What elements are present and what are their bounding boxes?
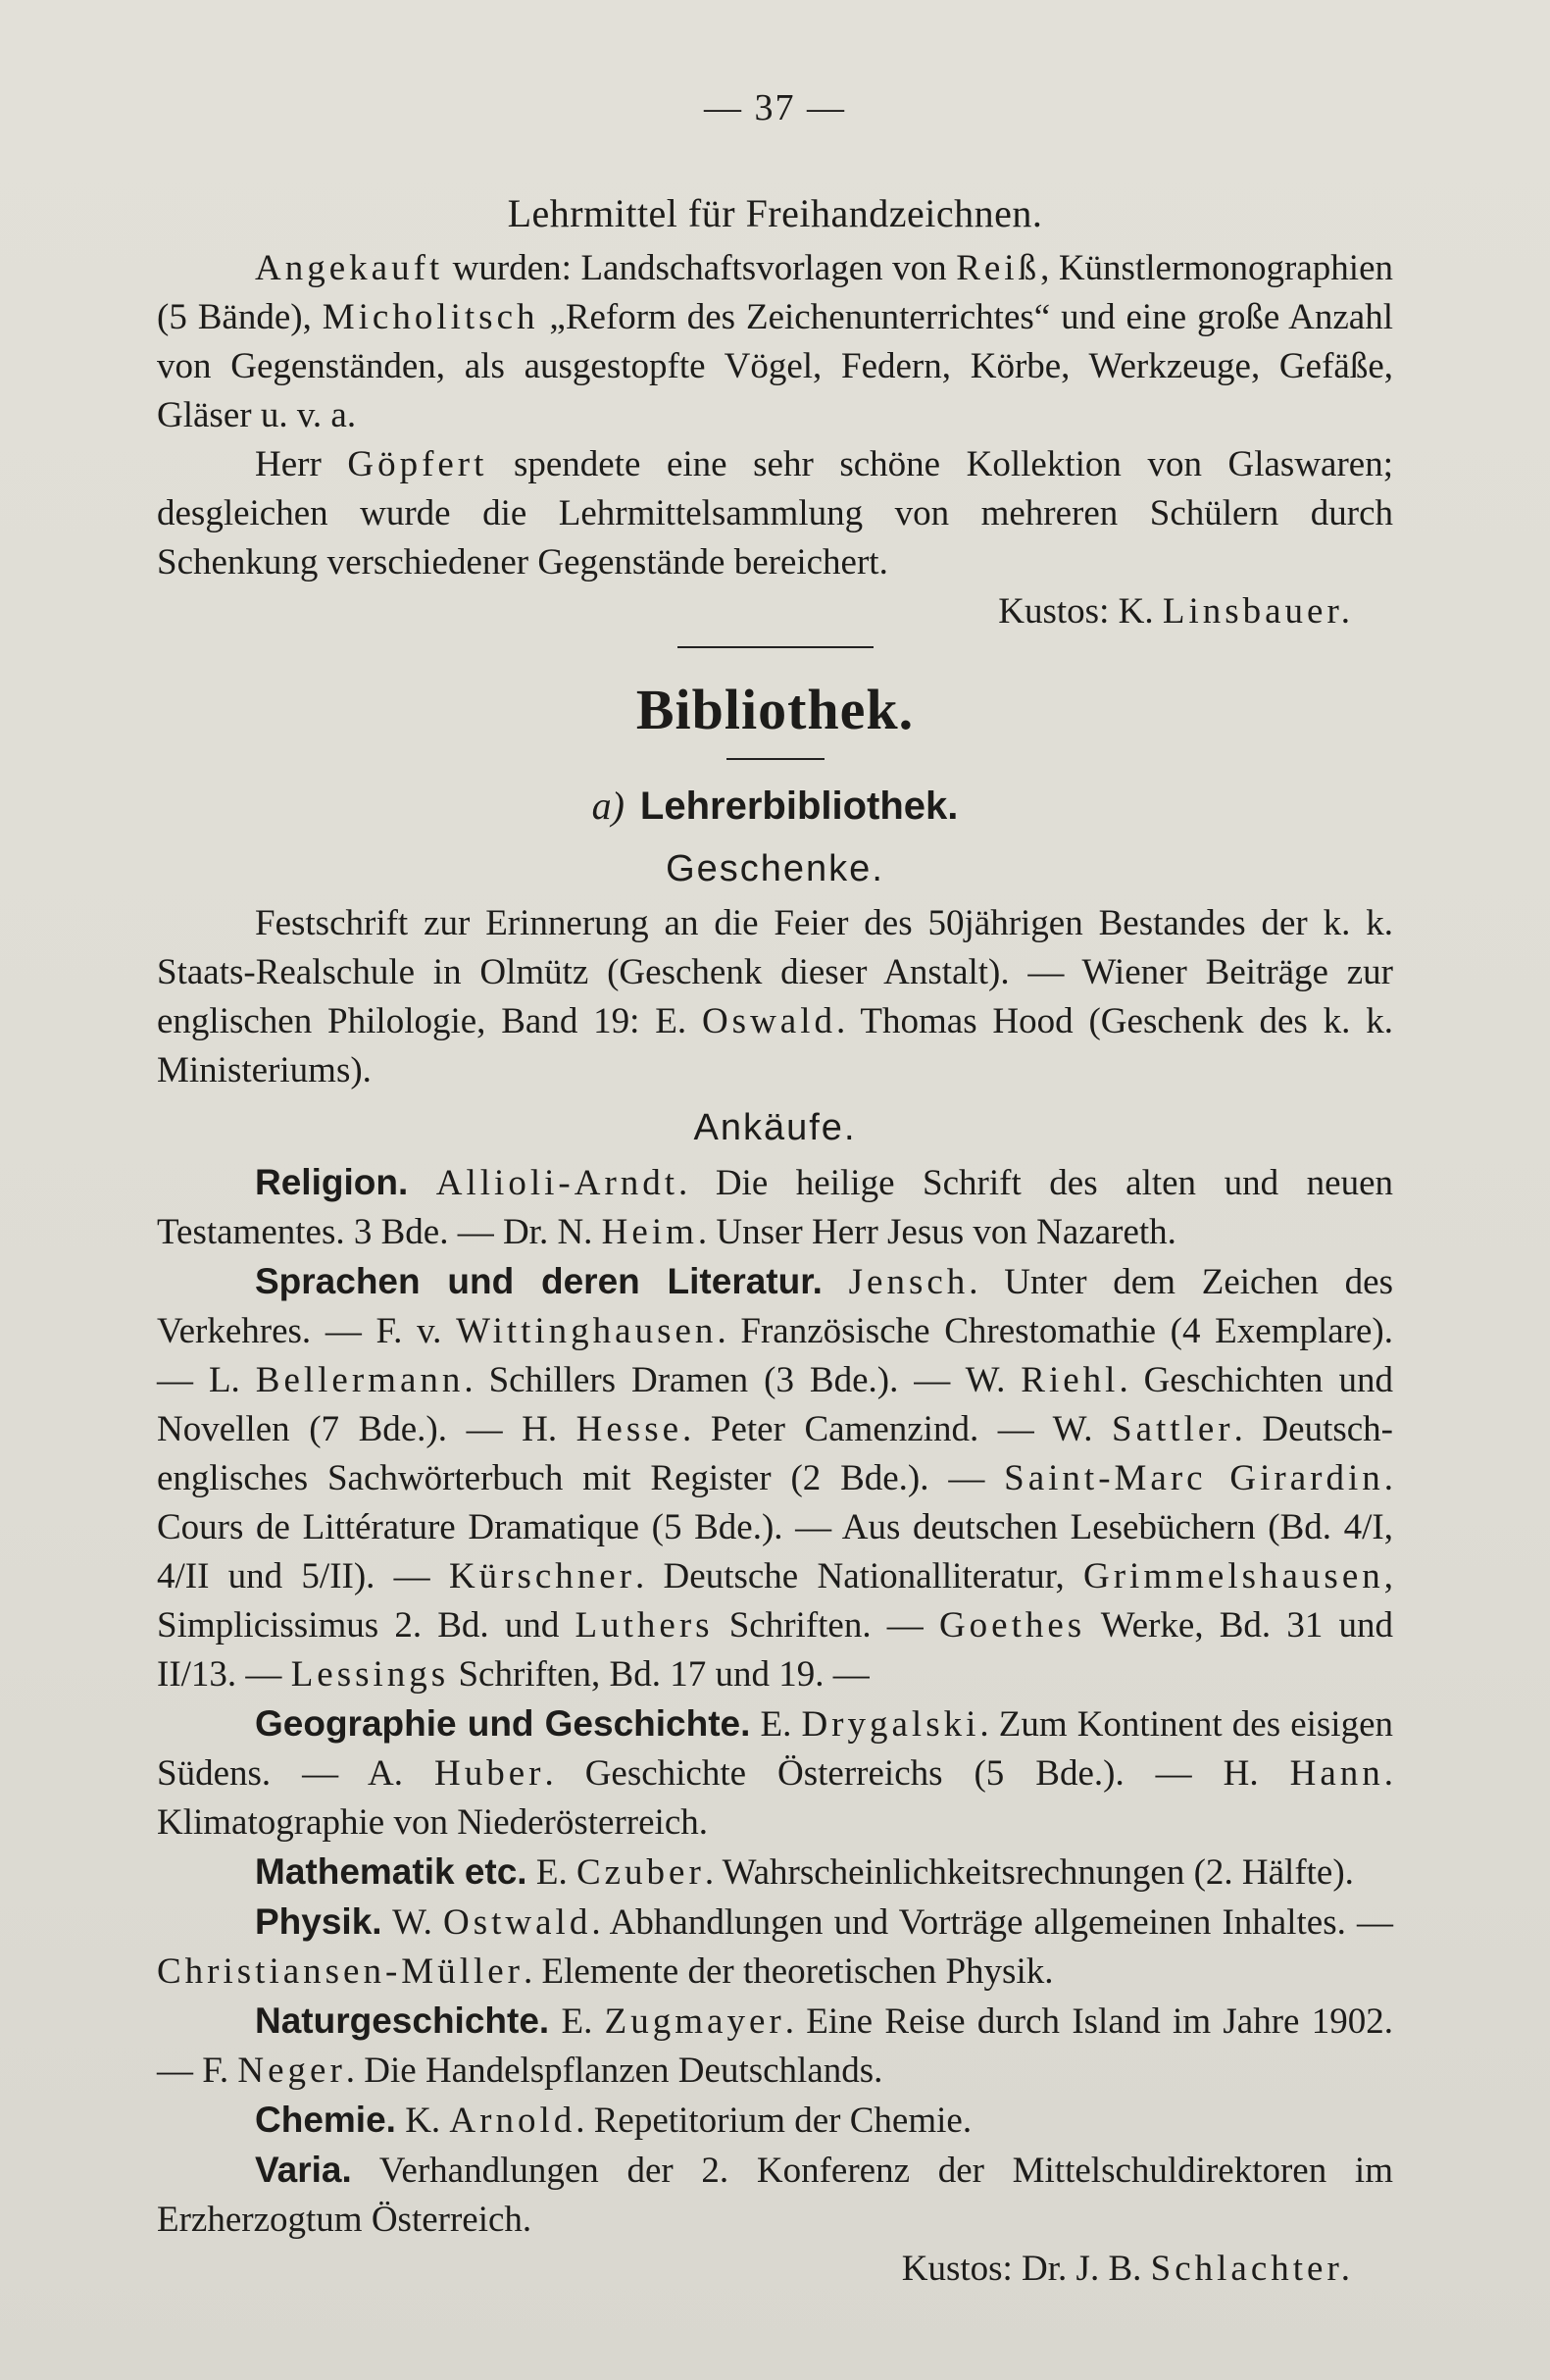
category-heading: Varia. bbox=[255, 2150, 352, 2190]
entry-religion: Religion. Allioli-Arndt. Die heilige Schrift des alten und neuen Testamentes. 3 Bde. — Dr. N. Heim. Unser Herr Jesus von Nazareth. bbox=[157, 1162, 1393, 1252]
spaced-word: Angekauft bbox=[255, 248, 444, 288]
kustos-signature-bibliothek: Kustos: Dr. J. B. Schlachter. bbox=[901, 2249, 1354, 2289]
paragraph-spende: Herr Göpfert spendete eine sehr schöne Kollektion von Glaswaren; desgleichen wurde die Lehrmittelsammlung von mehreren Schülern durch Schenkung verschiedener Gegenstände bereichert. bbox=[157, 444, 1393, 582]
author-name: Jensch bbox=[848, 1262, 970, 1302]
subsection-title: Lehrerbibliothek. bbox=[639, 785, 959, 828]
author-name: Grimmelshausen bbox=[1083, 1556, 1384, 1596]
entry-chemie: Chemie. K. Arnold. Repetitorium der Chemie. bbox=[255, 2100, 973, 2141]
author-name: Lessings bbox=[290, 1654, 450, 1695]
entry-mathematik: Mathematik etc. E. Czuber. Wahrscheinlichkeitsrechnungen (2. Hälfte). bbox=[255, 1851, 1354, 1893]
author-name: Sattler bbox=[1112, 1409, 1234, 1449]
paragraph-geschenke: Festschrift zur Erinnerung an die Feier des 50jährigen Bestandes der k. k. Staats-Realschule in Olmütz (Geschenk dieser Anstalt). — Wiener Beiträge zur englischen Philologie, Band 19: E. Oswald. Thomas Hood (Geschenk des k. k. Ministeriums). bbox=[157, 903, 1393, 1090]
category-heading: Geographie und Geschichte. bbox=[255, 1703, 751, 1744]
author-name: Reiß bbox=[956, 248, 1041, 288]
kustos-name: Schlachter. bbox=[1150, 2249, 1354, 2289]
entry-varia: Varia. Verhandlungen der 2. Konferenz der Mittelschuldirektoren im Erzherzogtum Österreich. bbox=[157, 2150, 1393, 2240]
entry-naturgeschichte: Naturgeschichte. E. Zugmayer. Eine Reise durch Island im Jahre 1902. — F. Neger. Die Handelspflanzen Deutschlands. bbox=[157, 2000, 1394, 2091]
divider-rule bbox=[677, 646, 874, 648]
author-name: Goethes bbox=[938, 1605, 1086, 1646]
author-name: Micholitsch bbox=[322, 297, 539, 337]
author-name: Huber bbox=[434, 1753, 545, 1794]
author-name: Zugmayer bbox=[604, 2001, 785, 2042]
subsection-heading-lehrerbibliothek bbox=[157, 782, 1393, 831]
category-heading: Chemie. bbox=[255, 2100, 396, 2140]
entry-geographie: Geographie und Geschichte. E. Drygalski. Zum Kontinent des eisigen Südens. — A. Huber. Geschichte Österreichs (5 Bde.). — H. Hann. Klimatographie von Niederösterreich. bbox=[157, 1703, 1393, 1843]
category-heading: Religion. bbox=[255, 1162, 409, 1202]
category-heading: Sprachen und deren Literatur. bbox=[255, 1261, 823, 1301]
subsection-label: a) bbox=[591, 784, 625, 828]
kustos-signature: Kustos: K. Linsbauer. bbox=[998, 591, 1354, 632]
entry-physik: Physik. W. Ostwald. Abhandlungen und Vorträge allgemeinen Inhaltes. — Christiansen-Müller. Elemente der theoretischen Physik. bbox=[157, 1901, 1393, 1992]
author-name: Saint-Marc Girardin bbox=[1004, 1458, 1384, 1498]
author-name: Allioli-Arndt bbox=[435, 1163, 679, 1203]
divider-rule-small bbox=[726, 758, 825, 760]
author-name: Neger bbox=[237, 2051, 346, 2091]
page-number: — 37 — bbox=[704, 87, 846, 128]
author-name: Luthers bbox=[575, 1605, 714, 1646]
author-name: Oswald bbox=[701, 1001, 836, 1041]
kustos-name: Linsbauer. bbox=[1162, 591, 1354, 632]
category-heading: Physik. bbox=[255, 1901, 382, 1942]
author-name: Heim bbox=[601, 1212, 698, 1252]
author-name: Czuber bbox=[575, 1852, 705, 1893]
author-name: Hesse bbox=[575, 1409, 683, 1449]
category-heading: Mathematik etc. bbox=[255, 1851, 527, 1892]
author-name: Arnold bbox=[449, 2101, 576, 2141]
section-title-bibliothek: Bibliothek. bbox=[635, 678, 915, 741]
author-name: Drygalski bbox=[801, 1704, 980, 1745]
heading-geschenke: Geschenke. bbox=[666, 848, 884, 889]
paragraph-ankauf: Angekauft wurden: Landschaftsvorlagen von Reiß, Künstlermonographien (5 Bände), Micholitsch „Reform des Zeichenunterrichtes“ und eine große Anzahl von Gegenständen, als ausgestopfte Vögel, Federn, Körbe, Werkzeuge, Gefäße, Gläser u. v. a. bbox=[157, 248, 1393, 435]
author-name: Kürschner bbox=[448, 1556, 636, 1596]
author-name: Wittinghausen bbox=[456, 1311, 718, 1351]
author-name: Ostwald bbox=[443, 1902, 592, 1943]
donor-name: Göpfert bbox=[347, 444, 488, 484]
section-heading-freihandzeichnen: Lehrmittel für Freihandzeichnen. bbox=[507, 191, 1043, 235]
heading-ankaeufe: Ankäufe. bbox=[693, 1107, 857, 1148]
author-name: Riehl bbox=[1021, 1360, 1120, 1400]
category-heading: Naturgeschichte. bbox=[255, 2000, 550, 2041]
author-name: Bellermann bbox=[255, 1360, 465, 1400]
entry-sprachen: Sprachen und deren Literatur. Jensch. Unter dem Zeichen des Verkehres. — F. v. Wittinghausen. Französische Chrestomathie (4 Exemplare). — L. Bellermann. Schillers Dramen (3 Bde.). — W. Riehl. Geschichten und Novellen (7 Bde.). — H. Hesse. Peter Camenzind. — W. Sattler. Deutsch-englisches Sachwörterbuch mit Register (2 Bde.). — Saint-Marc Girardin. Cours de Littérature Dramatique (5 Bde.). — Aus deutschen Lesebüchern (Bd. 4/I, 4/II und 5/II). — Kürschner. Deutsche Nationalliteratur, Grimmelshausen, Simplicissimus 2. Bd. und Luthers Schriften. — Goethes Werke, Bd. 31 und II/13. — Lessings Schriften, Bd. 17 und 19. — bbox=[157, 1261, 1394, 1695]
author-name: Hann bbox=[1289, 1753, 1384, 1794]
author-name: Christiansen-Müller bbox=[157, 1951, 525, 1992]
